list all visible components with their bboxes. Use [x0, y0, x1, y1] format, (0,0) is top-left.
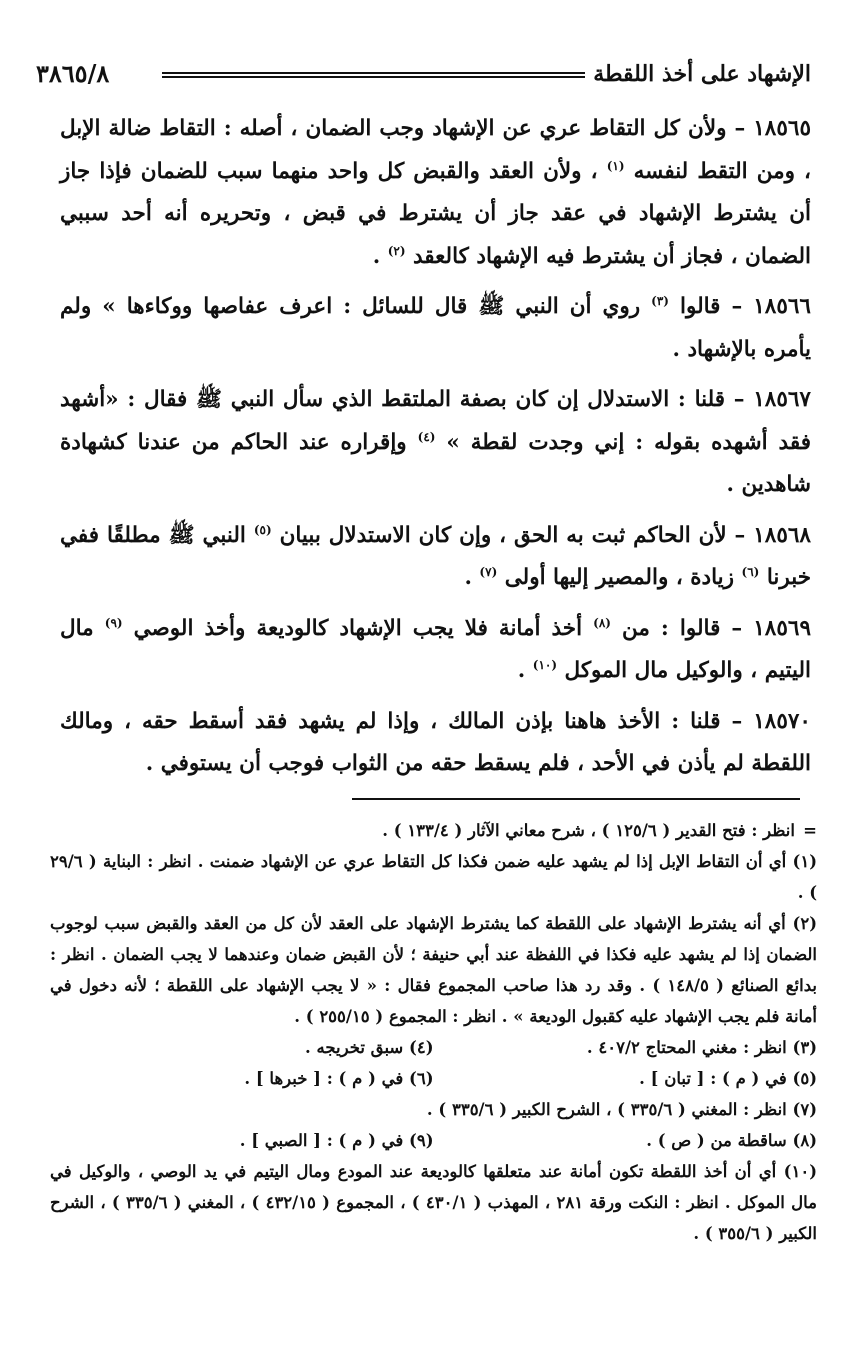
footnote-row [50, 1125, 817, 1156]
paragraph-text: النبي ﷺ مطلقًا ففي خبرنا [60, 522, 811, 590]
paragraph-18565 [60, 108, 811, 278]
paragraph-text: روي أن النبي ﷺ قال للسائل : اعرف عفاصها ووكاءها » ولم يأمره بالإشهاد . [60, 294, 811, 362]
page-number: ٣٨٦٥/٨ [36, 59, 110, 88]
paragraph-18569 [60, 608, 811, 693]
footnote-ref[interactable]: (١) [606, 158, 625, 173]
paragraph-number: ١٨٥٦٦ [753, 294, 811, 319]
paragraph-text: . [372, 243, 388, 269]
footnote-row [50, 1063, 817, 1094]
footnote-2: (٢) أي أنه يشترط الإشهاد على اللقطة كما يشترط الإشهاد على العقد لأن كل من العقد والقبض سبب لوجوب الضمان إذا لم يشهد عليه فكذا في اللفظة عند أبي حنيفة ؛ لأن القبض ضمان وعندهما لا يجب الضمان . انظر : بدائع الصنائع ( ١٤٨/٥ ) . وقد رد هذا صاحب المجموع فقال : « لا يجب الإشهاد على اللقطة ؛ لأنه دخول في أمانة فلم يجب الإشهاد عليه كقبول الوديعة » . انظر : المجموع ( ٢٥٥/١٥ ) . [50, 914, 817, 1026]
page-header [36, 54, 811, 94]
paragraph-text: . [517, 658, 533, 683]
footnote-ref[interactable]: (٦) [741, 564, 760, 579]
paragraph-number: ١٨٥٧٠ [753, 708, 811, 734]
paragraph-number: ١٨٥٦٨ [753, 522, 811, 548]
footnote-continuation [50, 815, 817, 846]
footnote-10: (١٠) أي أن أخذ اللقطة تكون أمانة عند متعلقها كالوديعة عند المودع ومال اليتيم في يد الوصي ، والوكيل في مال الموكل . انظر : النكت ورقة ٢٨١ ، المهذب ( ٤٣٠/١ ) ، المجموع ( ٤٣٢/١٥ ) ، المغني ( ٣٣٥/٦ ) ، الشرح الكبير ( ٣٥٥/٦ ) . [50, 1162, 817, 1243]
footnote-ref[interactable]: (٢) [387, 243, 406, 258]
paragraph-number: ١٨٥٦٥ [753, 116, 811, 141]
footnote-separator [352, 798, 800, 800]
footnote-ref[interactable]: (٥) [253, 522, 272, 537]
footnote-ref[interactable]: (٨) [593, 615, 611, 630]
paragraph-text: – قالوا : من [610, 615, 743, 641]
footnote-4: (٤) سبق تخريجه . [305, 1038, 434, 1057]
paragraph-number: ١٨٥٦٩ [753, 615, 811, 641]
paragraph-text: زيادة ، والمصير إليها أولى [497, 565, 742, 590]
paragraph-text: أخذ أمانة فلا يجب الإشهاد كالوديعة وأخذ الوصي [122, 615, 594, 641]
footnote-text: انظر : فتح القدير ( ١٢٥/٦ ) ، شرح معاني الآثار ( ١٣٣/٤ ) . [382, 821, 795, 840]
footnote-1: (١) أي أن التقاط الإبل إذا لم يشهد عليه ضمن فكذا كل التقاط عري عن الإشهاد ضمنت . انظر : البناية ( ٢٩/٦ ) . [50, 852, 817, 902]
footnote-3: (٣) انظر : مغني المحتاج ٤٠٧/٢ . [586, 1038, 817, 1057]
paragraph-18566 [60, 286, 811, 371]
paragraph-text: وإقراره عند الحاكم من عندنا كشهادة شاهدين . [60, 429, 811, 497]
paragraph-text: – لأن الحاكم ثبت به الحق ، وإن كان الاستدلال ببيان [271, 522, 746, 548]
footnote-ref[interactable]: (٣) [651, 293, 669, 308]
paragraph-text: مال اليتيم ، والوكيل مال الموكل [60, 615, 811, 683]
main-text [60, 108, 811, 786]
footnote-ref[interactable]: (١٠) [532, 657, 558, 672]
paragraph-text: – قلنا : الاستدلال إن كان بصفة الملتقط الذي سأل النبي ﷺ فقال : «أشهد فقد أشهده بقوله : إني وجدت لقطة » [60, 387, 811, 455]
footnote-8: (٨) ساقطة من ( ص ) . [646, 1131, 817, 1150]
footnote-ref[interactable]: (٩) [104, 615, 123, 630]
paragraph-18570 [60, 701, 811, 786]
running-title: الإشهاد على أخذ اللقطة [593, 61, 811, 87]
continuation-mark: = [803, 821, 817, 840]
paragraph-text: – ولأن كل التقاط عري عن الإشهاد وجب الضمان ، أصله : التقاط ضالة الإبل ، ومن التقط لنفسه [60, 116, 811, 184]
footnotes [50, 815, 817, 1249]
paragraph-text: – قالوا [668, 294, 743, 319]
paragraph-18568 [60, 515, 811, 600]
footnote-6: (٦) في ( م ) : [ خبرها ] . [244, 1069, 434, 1088]
footnote-ref[interactable]: (٤) [417, 429, 436, 444]
paragraph-text: ، ولأن العقد والقبض كل واحد منهما سبب للضمان فإذا جاز أن يشترط الإشهاد في عقد جاز أن يشترط في قبض ، وتحريره أنه أحد سببي الضمان ، فجاز أن يشترط فيه الإشهاد كالعقد [60, 158, 811, 269]
header-rule [162, 72, 585, 78]
footnote-ref[interactable]: (٧) [479, 564, 498, 579]
paragraph-number: ١٨٥٦٧ [753, 387, 811, 412]
footnote-9: (٩) في ( م ) : [ الصبي ] . [239, 1131, 434, 1150]
paragraph-text: – قلنا : الأخذ هاهنا بإذن المالك ، وإذا لم يشهد فقد أسقط حقه ، ومالك اللقطة لم يأذن في الأحد ، فلم يسقط حقه من الثواب فوجب أن يستوفي . [60, 708, 811, 776]
footnote-7: (٧) انظر : المغني ( ٣٣٥/٦ ) ، الشرح الكبير ( ٣٣٥/٦ ) . [426, 1100, 817, 1119]
footnote-row [50, 1032, 817, 1063]
footnote-5: (٥) في ( م ) : [ تبان ] . [639, 1069, 817, 1088]
paragraph-18567 [60, 379, 811, 507]
paragraph-text: . [464, 565, 480, 590]
